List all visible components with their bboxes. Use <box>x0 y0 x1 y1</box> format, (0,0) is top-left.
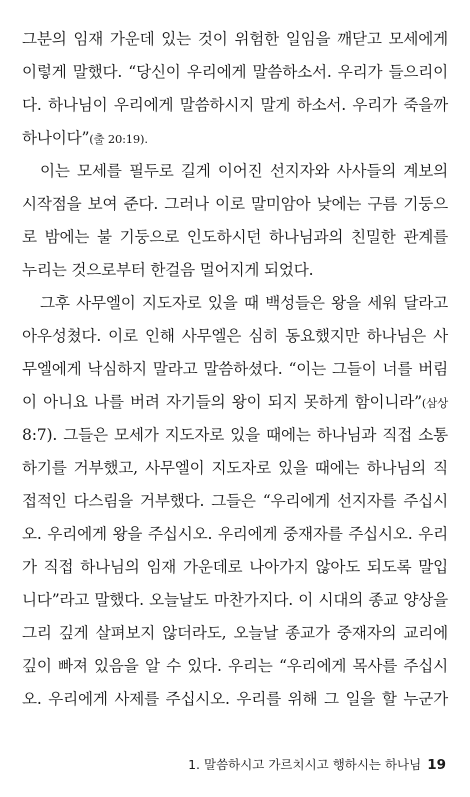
text-line: 접적인 다스림을 거부했다. 그들은 “우리에게 선지자를 주십시 <box>22 492 448 510</box>
text-line: 오. 우리에게 사제를 주십시오. 우리를 위해 그 일을 할 누군가 <box>22 690 448 708</box>
text-line: 오. 우리에게 왕을 주십시오. 우리에게 중재자를 주십시오. 우리 <box>22 525 448 543</box>
scripture-citation: (출 20:19). <box>89 132 148 146</box>
text-line: 깊이 빠져 있음을 알 수 있다. 우리는 “우리에게 목사를 주십시 <box>22 657 448 675</box>
scripture-citation: (삼상 <box>421 396 448 410</box>
text-line: 8:7). 그들은 모세가 지도자로 있을 때에는 하나님과 직접 소통 <box>22 426 448 444</box>
text-line: 누리는 것으로부터 한걸음 멀어지게 되었다. <box>22 261 314 279</box>
page-number: 19 <box>427 757 446 773</box>
text-line: 니다”라고 말했다. 오늘날도 마찬가지다. 이 시대의 종교 양상을 <box>22 591 448 609</box>
quote-end: 하나이다” <box>22 129 90 147</box>
text-line <box>22 391 448 414</box>
text-line: 아우성쳤다. 이로 인해 사무엘은 심히 동요했지만 하나님은 사 <box>22 327 448 345</box>
paragraph-start: 이는 모세를 필두로 길게 이어진 선지자와 사사들의 계보의 <box>40 162 448 180</box>
text-line: 로 밤에는 불 기둥으로 인도하시던 하나님과의 친밀한 관계를 <box>22 228 448 246</box>
paragraph-start: 그후 사무엘이 지도자로 있을 때 백성들은 왕을 세워 달라고 <box>40 294 448 312</box>
text-line: 다. 하나님이 우리에게 말씀하시지 말게 하소서. 우리가 죽을까 <box>22 96 448 114</box>
text-line: 그리 깊게 살펴보지 않더라도, 오늘날 종교가 중재자의 교리에 <box>22 624 448 642</box>
text-line: 하기를 거부했고, 사무엘이 지도자로 있을 때에는 하나님의 직 <box>22 459 448 477</box>
text-line: 시작점을 보여 준다. 그러나 이로 말미암아 낮에는 구름 기둥으 <box>22 195 448 213</box>
text-line: 무엘에게 낙심하지 말라고 말씀하셨다. “이는 그들이 너를 버림 <box>22 360 448 378</box>
text-line: 가 직접 하나님의 임재 가운데로 나아가지 않아도 되도록 말입 <box>22 558 448 576</box>
text-line <box>22 127 448 150</box>
quote-text: 이 아니요 나를 버려 자기들의 왕이 되지 못하게 함이니라” <box>22 393 422 411</box>
running-footer <box>188 757 446 773</box>
text-line: 이렇게 말했다. “당신이 우리에게 말씀하소서. 우리가 들으리이 <box>22 63 448 81</box>
chapter-title: 1. 말씀하시고 가르치시고 행하시는 하나님 <box>188 757 422 772</box>
text-line: 그분의 임재 가운데 있는 것이 위험한 일임을 깨닫고 모세에게 <box>22 30 448 48</box>
